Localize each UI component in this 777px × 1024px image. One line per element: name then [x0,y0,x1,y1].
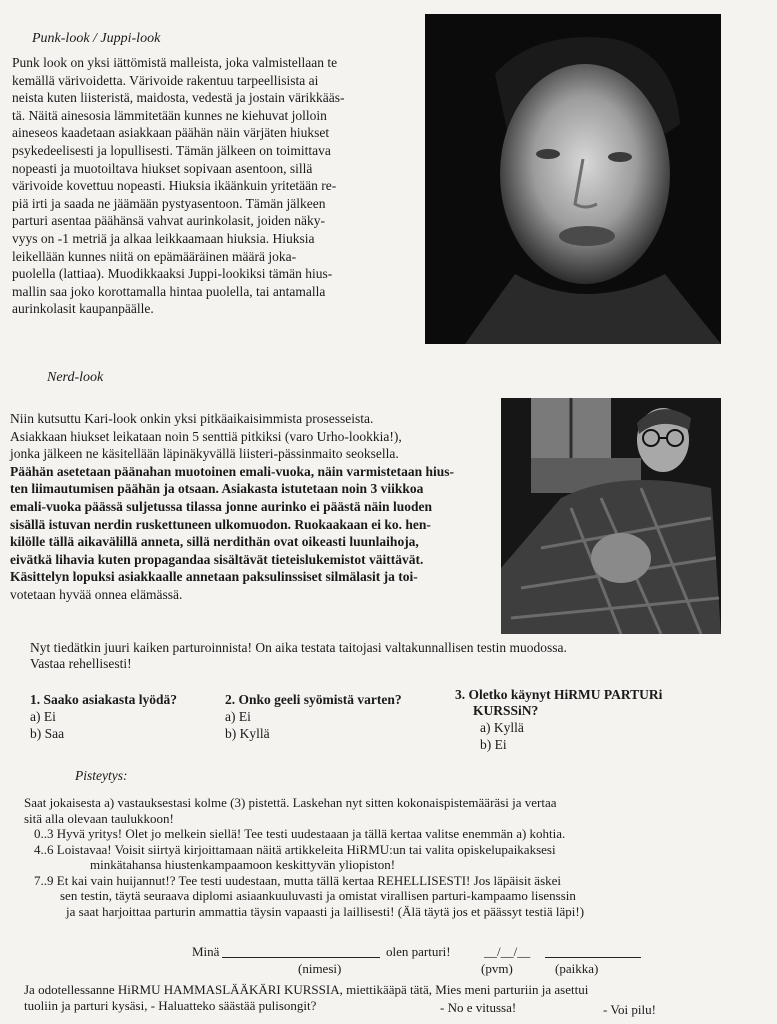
question-1-option-a: a) Ei [30,709,56,724]
punk-text-line: parturi asentaa päähänsä vahvat aurinkolasit, joiden näky- [12,213,326,229]
punk-text-line: Punk look on yksi iättömistä malleista, joka valmistellaan te [12,55,338,70]
scoring-line: 0..3 Hyvä yritys! Olet jo melkein siellä! Tee testi uudestaaan ja tällä kertaa valitse enemmän a) kohtia. [34,826,566,841]
question-1 [30,692,177,742]
nerd-text-line: eivätkä lihavia kuten propagandaa sisältävät tieteislukemistot väittävät. [10,551,424,567]
punk-text-line: leikellään kunnes niitä on epämääräinen määrä joka- [12,248,297,264]
scoring-line: 7..9 Et kai vain huijannut!? Tee testi uudestaan, mutta tällä kertaa REHELLISESTI! Jos läpäisit äskei [34,872,562,888]
question-3-title-line-2: KURSSiN? [473,703,539,718]
punk-portrait-image [425,14,721,344]
nerd-text-line: emali-vuoka päässä suljetussa tilassa jonne aurinko ei päästä näin luoden [10,498,432,514]
scoring-text [24,795,584,919]
nerd-text-line: votetaan hyvää onnea elämässä. [10,586,183,602]
nerd-paragraph [10,410,454,604]
intro-line-2: Vastaa rehellisesti! [30,656,132,671]
nerd-text-line: Niin kutsuttu Kari-look onkin yksi pitkäaikaisimmista prosesseista. [10,411,374,426]
scoring-line: sen testin, täytä seuraava diplomi asiaankuuluvasti ja omistat virallisen parturi-kampaamo lisenssin [60,888,576,903]
question-1-option-b: b) Saa [30,726,65,741]
scoring-line: 4..6 Loistavaa! Voisit siirtyä kirjoittamaan näitä artikkeleita HiRMU:un tai valita opiskelupaikaksesi [34,841,556,857]
punk-text-line: vyys on -1 metriä ja alkaa leikkaamaan hiuksia. Hiuksia [12,230,315,246]
question-2 [225,692,402,742]
footer-line-2c: - Voi pilu! [603,1002,656,1017]
footer-line-2b: - No e vitussa! [440,1000,517,1015]
punk-text-line: värivoide kovettuu nopeasti. Hiuksia ikäänkuin yritetään re- [12,178,337,194]
scoring-line: Saat jokaisesta a) vastauksestasi kolme (3) pistettä. Laskehan nyt sitten kokonaispistemääräsi ja vertaa [24,795,557,810]
nerd-portrait-image [501,398,721,634]
diploma-place-line [545,957,641,958]
punk-text-line: aineseos kaadetaan asiakkaan päähän näin värjäten hiukset [12,125,330,141]
nerd-text-line: ten liimautumisen päähän ja otsaan. Asiakasta istutetaan noin 3 viikkoa [10,481,424,497]
nerd-text-line: kilölle tällä aikavälillä anneta, sillä nerdithän ovat oikeasti luunlaihoja, [10,534,419,550]
diploma-date: __/__/__ [484,944,531,959]
nerd-text-line: jonka jälkeen ne käsitellään läpinäkyvällä liisteri-pässinmaito seoksella. [10,446,399,462]
question-2-option-a: a) Ei [225,709,251,724]
question-3-option-b: b) Ei [480,737,507,752]
punk-text-line: kemällä värivoidetta. Värivoide rakentuu tarpeellisista ai [12,72,319,88]
diploma-mina: Minä [192,944,220,959]
question-3-title-line-1: 3. Oletko käynyt HiRMU PARTURi [455,687,663,702]
nerd-text-line: Asiakkaan hiukset leikataan noin 5 senttiä pitkiksi (varo Urho-lookkia!), [10,428,402,444]
punk-text-line: piä irti ja saada ne jäämään pystyasentoon. Tämän jälkeen [12,195,326,211]
punk-text-line: psykedeelisesti ja lopullisesti. Tämän jälkeen on toimittava [12,142,331,158]
nerd-photo [501,398,721,634]
punk-paragraph [12,54,345,318]
scoring-line: minkätahansa hiustenkampaamoon keskittyvän yliopiston! [90,857,396,872]
punk-heading: Punk-look / Juppi-look [32,31,161,46]
nerd-text-line: sisällä istuvan nerdin ruskettuneen ulkomuodon. Ruokaakaan ei ko. hen- [10,516,431,532]
question-2-option-b: b) Kyllä [225,726,270,741]
scoring-line: ja saat harjoittaa parturin ammattia täysin vapaasti ja laillisesti! (Älä täytä jos et päässyt testiä läpi!) [66,903,585,919]
nerd-text-line: Päähän asetetaan päänahan muotoinen emali-vuoka, näin varmistetaan hius- [10,463,455,479]
diploma-label-place: (paikka) [555,961,599,976]
footer-line-1: Ja odotellessanne HiRMU HAMMASLÄÄKÄRI KURSSIA, miettikääpä tätä, Mies meni parturiin ja asettui [24,982,589,997]
intro-line-1: Nyt tiedätkin juuri kaiken parturoinnista! On aika testata taitojasi valtakunnallisen testin muodossa. [30,640,567,655]
punk-text-line: mallin saa joko korottamalla hintaa puolella, tai antamalla [12,283,326,299]
question-3 [455,687,662,753]
punk-text-line: neista kuten liisteristä, maidosta, vedestä ja jostain värikkääs- [12,90,345,106]
punk-text-line: tä. Näitä ainesosia lämmitetään kunnes ne kiehuvat jolloin [12,107,327,123]
punk-text-line: puolella (lattiaa). Muodikkaaksi Juppi-lookiksi tämän hius- [12,266,333,282]
diploma-olen: olen parturi! [386,944,451,959]
punk-text-line: aurinkolasit kaupanpäälle. [12,301,154,317]
scoring-line: sitä alla olevaan taulukkoon! [24,810,174,826]
question-3-option-a: a) Kyllä [480,720,524,735]
question-1-title: 1. Saako asiakasta lyödä? [30,692,178,707]
question-2-title: 2. Onko geeli syömistä varten? [225,692,402,707]
punk-photo [425,14,721,344]
diploma-label-name: (nimesi) [298,961,342,976]
punk-text-line: nopeasti ja muotoiltava hiukset sopivaan asentoon, sillä [12,160,313,176]
nerd-heading: Nerd-look [47,370,104,385]
nerd-text-line: Käsittelyn lopuksi asiakkaalle annetaan paksulinssiset silmälasit ja toi- [10,569,418,585]
diploma-name-line [222,957,380,958]
diploma-label-date: (pvm) [481,961,513,976]
scoring-heading: Pisteytys: [75,768,128,783]
footer-line-2a: tuoliin ja parturi kysäsi, - Haluatteko säästää pulisongit? [24,998,317,1013]
